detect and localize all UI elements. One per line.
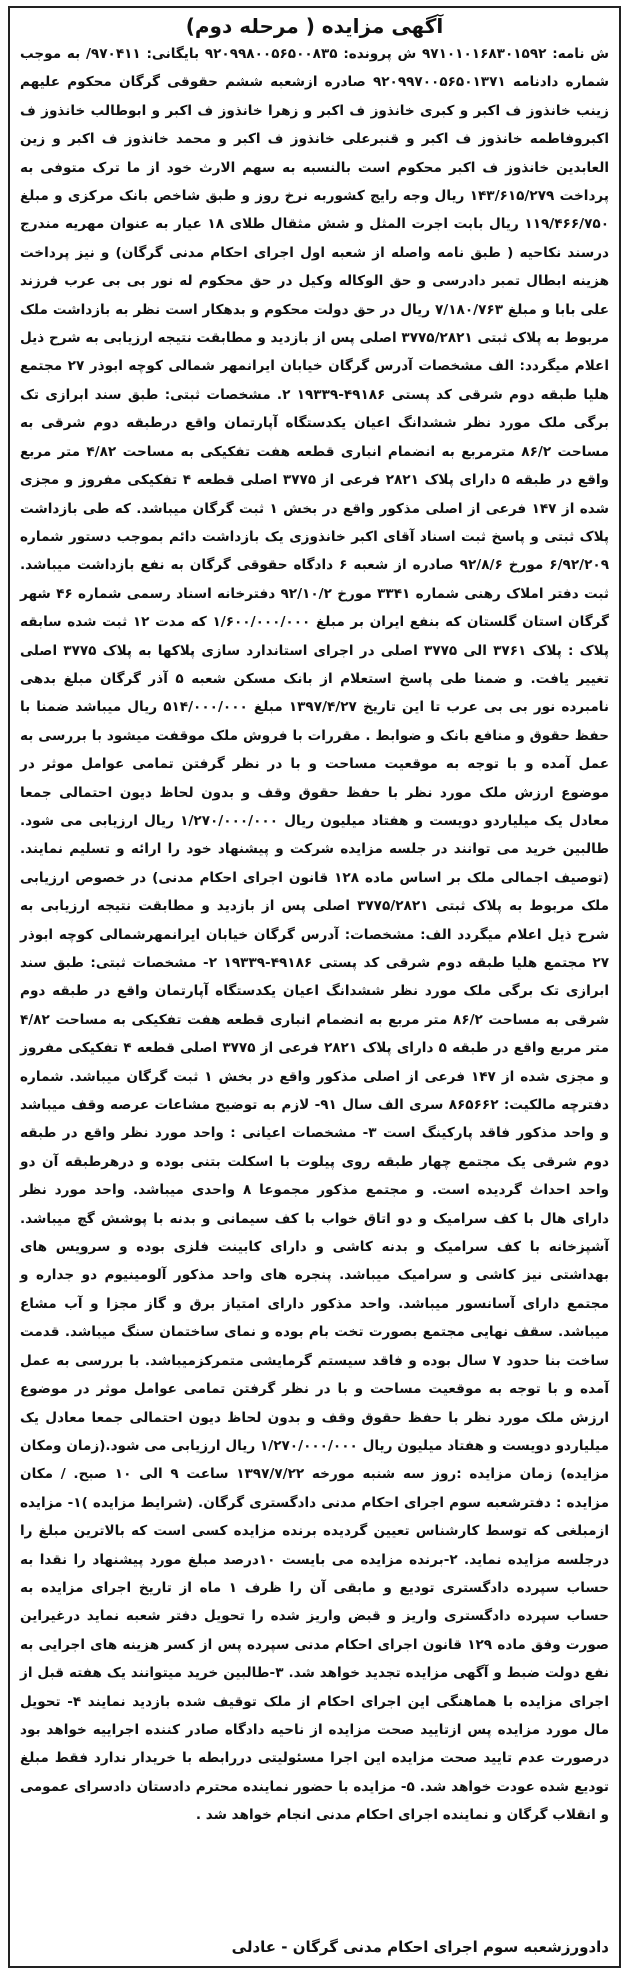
notice-body: ش نامه: ۹۷۱۰۱۰۱۶۸۳۰۱۵۹۲ ش پرونده: ۹۲۰۹۹۸۰۰۵۶۵۰۰۸۳۵ بایگانی: ۹۷۰۴۱۱/ به موجب شماره دادنامه ۹۲۰۹۹۷۰۰۵۶۵۰۱۳۷۱ صادره ازشعبه ششم حقوقی گرگان محکوم علیهم زینب خانذوز ف اکبر و کبری خانذوز ف اکبر و زهرا خانذوز ف اکبر و ابوطالب خانذوز ف اکبروفاطمه خانذوز ف اکبر و قنبرعلی خانذوز ف اکبر و محمد خانذوز ف اکبر و زین العابدین خانذوز ف اکبر محکوم است بالنسبه به سهم الارث خود از ما ترک متوفی به پرداخت ۱۴۳/۶۱۵/۲۷۹ ریال وجه رایج کشوربه نرخ روز و طبق شاخص بانک مرکزی و مبلغ ۱۱۹/۴۶۶/۷۵۰ ریال بابت اجرت المثل و شش مثقال طلای ۱۸ عیار به عنوان مهریه مندرج درسند نکاحیه ( طبق نامه واصله از شعبه اول اجرای احکام مدنی گرگان) و نیز پرداخت هزینه ابطال تمبر دادرسی و حق الوکاله وکیل در حق محکوم له نور بی بی عرب فرزند علی بابا و مبلغ ۷/۱۸۰/۷۶۳ ریال در حق دولت محکوم و بدهکار است نظر به بازداشت ملک مربوط به پلاک ثبتی ۳۷۷۵/۲۸۲۱ اصلی پس از بازدید و مطابقت نتیجه ارزیابی به شرح ذیل اعلام میگردد: الف مشخصات آدرس گرگان خیابان ایرانمهر شمالی کوچه ابوذر ۲۷ مجتمع هلیا طبقه دوم شرقی کد پستی ۴۹۱۸۶-۱۹۳۳۹ ۲. مشخصات ثبتی: طبق سند ابرازی تک برگی ملک مورد نظر ششدانگ اعیان یکدستگاه آپارتمان واقع درطبقه دوم شرقی به مساحت ۸۶/۲ مترمربع به انضمام انباری قطعه هفت تفکیکی به مساحت ۴/۸۲ متر مربع واقع در طبقه ۵ دارای پلاک ۲۸۲۱ فرعی از ۳۷۷۵ اصلی قطعه ۴ تفکیکی مفروز و مجزی شده از ۱۴۷ فرعی از اصلی مذکور واقع در بخش ۱ ثبت گرگان میباشد. که طی بازداشت پلاک ثبتی و پاسخ ثبت اسناد آقای اکبر خانذوزی یک بازداشت دائم بموجب دستور شماره ۶/۹۲/۲۰۹ مورخ ۹۲/۸/۶ صادره از شعبه ۶ دادگاه حقوقی گرگان به نفع بازداشت میباشد. ثبت دفتر املاک رهنی شماره ۳۳۴۱ مورخ ۹۲/۱۰/۲ دفترخانه اسناد رسمی شماره ۴۶ شهر گرگان استان گلستان که بنفع ایران بر مبلغ ۱/۶۰۰/۰۰۰/۰۰۰ که مدت ۱۲ ثبت شده سابقه پلاک : پلاک ۳۷۶۱ الی ۳۷۷۵ اصلی در اجرای استاندارد سازی پلاکها به پلاک ۳۷۷۵ اصلی تغییر یافت. و ضمنا طی پاسخ استعلام از بانک مسکن شعبه ۵ آذر گرگان مبلغ بدهی نامبرده نور بی بی عرب تا این تاریخ ۱۳۹۷/۴/۲۷ مبلغ ۵۱۴/۰۰۰/۰۰۰ ریال میباشد ضمنا با حفظ حقوق و منافع بانک و ضوابط . مقررات با فروش ملک موقفت میشود با بررسی به عمل آمده و با توجه به موقعیت مساحت و با در نظر گرفتن تمامی عوامل موثر در موضوع ارزش ملک مورد نظر با حفظ حقوق وقف و بدون لحاظ دیون احتمالی جمعا معادل یک میلیاردو دویست و هفتاد میلیون ریال ۱/۲۷۰/۰۰۰/۰۰۰ ریال ارزیابی می شود. طالبین خرید می توانند در جلسه مزایده شرکت و پیشنهاد خود را ارائه و تسلیم نمایند. (توصیف اجمالی ملک بر اساس ماده ۱۲۸ قانون اجرای احکام مدنی) در خصوص ارزیابی ملک مربوط به پلاک ثبتی ۳۷۷۵/۲۸۲۱ اصلی پس از بازدید و مطابقت نتیجه ارزیابی به شرح ذیل اعلام میگردد الف: مشخصات: آدرس گرگان خیابان ایرانمهرشمالی کوچه ابوذر ۲۷ مجتمع هلیا طبقه دوم شرقی کد پستی ۴۹۱۸۶-۱۹۳۳۹ ۲- مشخصات ثبتی: طبق سند ابرازی تک برگی ملک مورد نظر ششدانگ اعیان یکدستگاه آپارتمان واقع در طبقه دوم شرقی به مساحت ۸۶/۲ متر مربع به انضمام انباری قطعه هفت تفکیکی به مساحت ۴/۸۲ متر مربع واقع در طبقه ۵ دارای پلاک ۲۸۲۱ فرعی از ۳۷۷۵ اصلی قطعه ۴ تفکیکی مفروز و مجزی شده از ۱۴۷ فرعی از اصلی مذکور واقع در بخش ۱ ثبت گرگان میباشد. شماره دفترچه مالکیت: ۸۶۵۶۶۲ سری الف سال ۹۱- لازم به توضیح مشاعات عرصه وقف میباشد و واحد مذکور فاقد پارکینگ است ۳- مشخصات اعیانی : واحد مورد نظر واقع در طبقه دوم شرقی یک مجتمع چهار طبقه روی پیلوت با اسکلت بتنی بوده و درهرطبقه آن دو واحد احداث گردیده است. و مجتمع مذکور مجموعا ۸ واحدی میباشد. واحد مورد نظر دارای هال با کف سرامیک و دو اتاق خواب با کف سیمانی و بدنه با پوشش گچ میباشد. آشپزخانه با کف سرامیک و بدنه کاشی و دارای کابینت فلزی بوده و سرویس های بهداشتی نیز کاشی و سرامیک میباشد. پنجره های واحد مذکور آلومینیوم دو جداره و مجتمع دارای آسانسور میباشد. واحد مذکور دارای امتیاز برق و گاز مجزا و آب مشاع میباشد. سقف نهایی مجتمع بصورت تخت بام بوده و نمای ساختمان سنگ میباشد. قدمت ساخت بنا حدود ۷ سال بوده و فاقد سیستم گرمایشی متمرکزمیباشد. با بررسی به عمل آمده و با توجه به موقعیت مساحت و با در نظر گرفتن تمامی عوامل موثر در موضوع ارزش ملک مورد نظر با حفظ حقوق وقف و بدون لحاظ دیون احتمالی جمعا معادل یک میلیاردو دویست و هفتاد میلیون ریال ۱/۲۷۰/۰۰۰/۰۰۰ ریال ارزیابی می شود.(زمان ومکان مزایده) زمان مزایده :روز سه شنبه مورخه ۱۳۹۷/۷/۲۲ ساعت ۹ الی ۱۰ صبح. / مکان مزایده : دفترشعبه سوم اجرای احکام مدنی دادگستری گرگان. (شرایط مزایده )۱- مزایده ازمبلغی که توسط کارشناس تعیین گردیده برنده مزایده کسی است که بالاترین مبلغ را درجلسه مزایده نماید. ۲-برنده مزایده می بایست ۱۰درصد مبلغ مورد پیشنهاد را نقدا به حساب سپرده دادگستری تودیع و مابقی آن را ظرف ۱ ماه از تاریخ اجرای مزایده به حساب سپرده دادگستری واریز و قبض واریز شده را تحویل دفتر شعبه نماید درغیراین صورت وفق ماده ۱۲۹ قانون اجرای احکام مدنی سپرده پس از کسر هزینه های اجرایی به نفع دولت ضبط و آگهی مزایده تجدید خواهد شد. ۳-طالبین خرید میتوانند یک هفته قبل از اجرای مزایده با هماهنگی این اجرای احکام از ملک توقیف شده بازدید نمایند ۴- تحویل مال مورد مزایده پس ازتایید صحت مزایده از ناحیه دادگاه صادر کننده اجراییه خواهد بود درصورت عدم تایید صحت مزایده این اجرا مسئولیتی دررابطه با خریدار ندارد فقط مبلغ تودیع شده عودت خواهد شد. ۵- مزایده با حضور نماینده محترم دادستان دادسرای عمومی و انقلاب گرگان و نماینده اجرای احکام مدنی انجام خواهد شد . xyxy=(20,46,610,1824)
notice-frame xyxy=(8,6,621,1968)
notice-signature: دادورزشعبه سوم اجرای احکام مدنی گرگان - عادلی xyxy=(231,1938,609,1956)
notice-title: آگهی مزایده ( مرحله دوم) xyxy=(185,14,444,38)
